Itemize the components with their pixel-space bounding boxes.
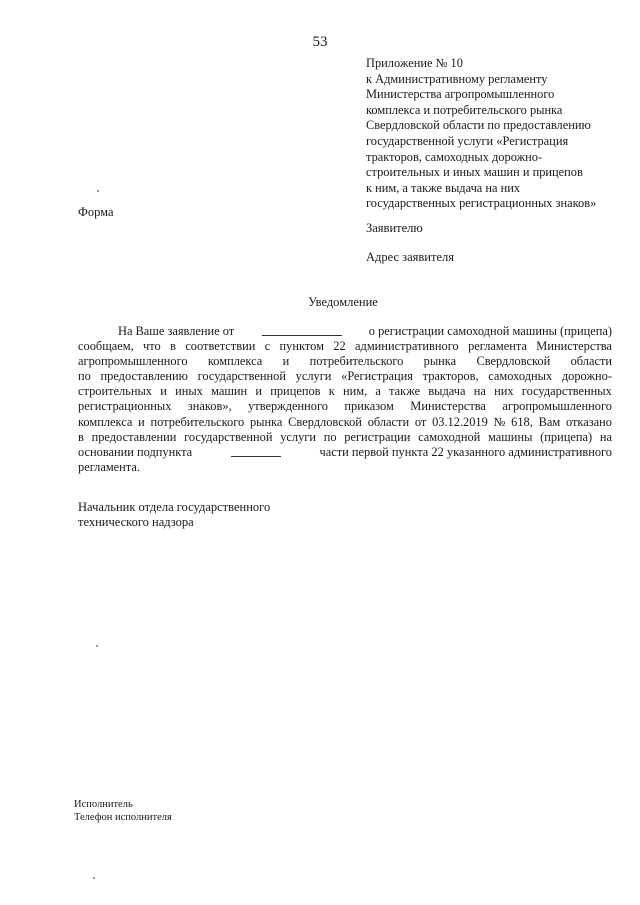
body-word: самоходной: [418, 429, 481, 444]
application-date-blank: [262, 324, 342, 336]
body-word: государственных: [521, 384, 612, 399]
executor-label: Исполнитель: [74, 799, 133, 810]
signature-block: [78, 500, 270, 530]
appendix-line: комплекса и потребительского рынка: [366, 102, 563, 117]
body-line: [78, 384, 612, 399]
body-word: предоставлению: [100, 369, 188, 384]
body-word: тракторов,: [422, 369, 479, 384]
body-word: знаков»,: [187, 399, 232, 414]
body-word: рынка: [249, 414, 283, 429]
signature-title-line: технического надзора: [78, 515, 194, 529]
body-word: машин: [211, 384, 248, 399]
body-word: «Регистрация: [341, 369, 413, 384]
body-word: 03.12.2019: [432, 414, 488, 429]
body-word: (прицепа): [540, 429, 593, 444]
appendix-line: государственной услуги «Регистрация: [366, 133, 569, 148]
body-word: на: [599, 429, 612, 444]
subclause-blank: [231, 445, 281, 457]
appendix-line: строительных и иных машин и прицепов: [366, 165, 583, 180]
body-word: утвержденного: [248, 399, 328, 414]
body-word: иных: [175, 384, 203, 399]
body-word: регистрационных: [78, 399, 172, 414]
body-word: Свердловской: [288, 414, 362, 429]
appendix-line: государственных регистрационных знаков»: [366, 196, 597, 211]
body-word: и: [255, 384, 263, 399]
body-word: комплекса: [207, 354, 263, 369]
body-word: государственной: [184, 429, 273, 444]
body-word: к: [328, 384, 335, 399]
appendix-line: Свердловской области по предоставлению: [366, 118, 591, 133]
body-word: по: [323, 429, 337, 444]
body-word: регистрации: [344, 429, 411, 444]
body-word: агропромышленного: [502, 399, 612, 414]
appendix-line: тракторов, самоходных дорожно-: [366, 149, 543, 164]
body-line: [78, 445, 612, 460]
body-text-fragment: о регистрации самоходной машины (прицепа): [368, 324, 612, 338]
body-word: ним,: [342, 384, 368, 399]
body-word: области: [570, 354, 612, 369]
body-word: Вам: [538, 414, 561, 429]
body-word: строительных: [78, 384, 152, 399]
body-line: [78, 430, 612, 445]
body-line: [78, 339, 612, 354]
body-word: по: [78, 369, 91, 384]
body-word: также: [389, 384, 421, 399]
body-word: агропромышленного: [78, 354, 188, 369]
body-text-fragment: На Ваше заявление от: [118, 324, 235, 338]
notice-title: Уведомление: [308, 295, 378, 309]
body-word: №: [493, 414, 506, 429]
body-line: регламента.: [78, 459, 140, 474]
body-word: регламента: [468, 339, 527, 354]
recipient-label: Заявителю: [366, 221, 423, 235]
body-word: и: [160, 384, 167, 399]
body-word: потребительского: [309, 354, 404, 369]
body-word: пунктом: [279, 339, 324, 354]
page-number: 53: [312, 34, 328, 50]
body-line: [78, 399, 612, 414]
body-word: потребительского: [150, 414, 245, 429]
body-word: рынка: [423, 354, 457, 369]
body-word: в: [170, 339, 176, 354]
body-line: [78, 415, 612, 430]
appendix-line: Министерства агропромышленного: [366, 87, 555, 102]
scan-speck: [96, 645, 98, 647]
body-line: [78, 369, 612, 384]
address-label: Адрес заявителя: [366, 250, 454, 264]
appendix-line: к ним, а также выдача на них: [366, 180, 521, 195]
body-word: с: [264, 339, 271, 354]
body-word: государственной: [197, 369, 286, 384]
body-word: на: [473, 384, 486, 399]
body-word: области: [367, 414, 410, 429]
appendix-header: [366, 56, 628, 212]
body-word: и: [282, 354, 290, 369]
body-line: [78, 354, 612, 369]
appendix-line: Приложение № 10: [366, 56, 463, 70]
body-text-fragment: основании подпункта: [78, 444, 193, 459]
body-word: отказано: [565, 414, 612, 429]
body-word: дорожно-: [561, 369, 612, 384]
body-word: выдача: [428, 384, 466, 399]
body-word: самоходных: [488, 369, 553, 384]
body-word: в: [78, 429, 84, 444]
body-word: услуги: [280, 429, 316, 444]
signature-title-line: Начальник отдела государственного: [78, 500, 271, 514]
executor-phone-label: Телефон исполнителя: [74, 812, 172, 823]
body-word: административного: [355, 339, 459, 354]
body-word: них: [494, 384, 514, 399]
body-word: комплекса: [78, 414, 133, 429]
body-word: прицепов: [270, 384, 321, 399]
body-word: от: [414, 414, 427, 429]
body-word: соответствии: [185, 339, 256, 354]
body-word: Министерства: [536, 339, 612, 354]
scan-speck: [97, 190, 99, 192]
form-label: Форма: [78, 205, 114, 219]
body-word: Министерства: [410, 399, 486, 414]
body-word: предоставлении: [91, 429, 177, 444]
appendix-line: к Административному регламенту: [366, 71, 548, 86]
body-word: 22: [333, 339, 346, 354]
body-word: сообщаем,: [78, 339, 134, 354]
body-word: приказом: [344, 399, 394, 414]
body-word: что: [143, 339, 161, 354]
notice-body: [78, 324, 612, 475]
body-word: а: [375, 384, 381, 399]
body-word: машины: [488, 429, 533, 444]
body-line: [78, 324, 612, 339]
body-word: Свердловской: [476, 354, 551, 369]
body-word: услуги: [295, 369, 332, 384]
executor-block: [74, 798, 172, 824]
body-text-fragment: части первой пункта 22 указанного административного: [319, 444, 612, 459]
scan-speck: [93, 877, 95, 879]
body-word: 618,: [511, 414, 533, 429]
body-word: и: [138, 414, 145, 429]
